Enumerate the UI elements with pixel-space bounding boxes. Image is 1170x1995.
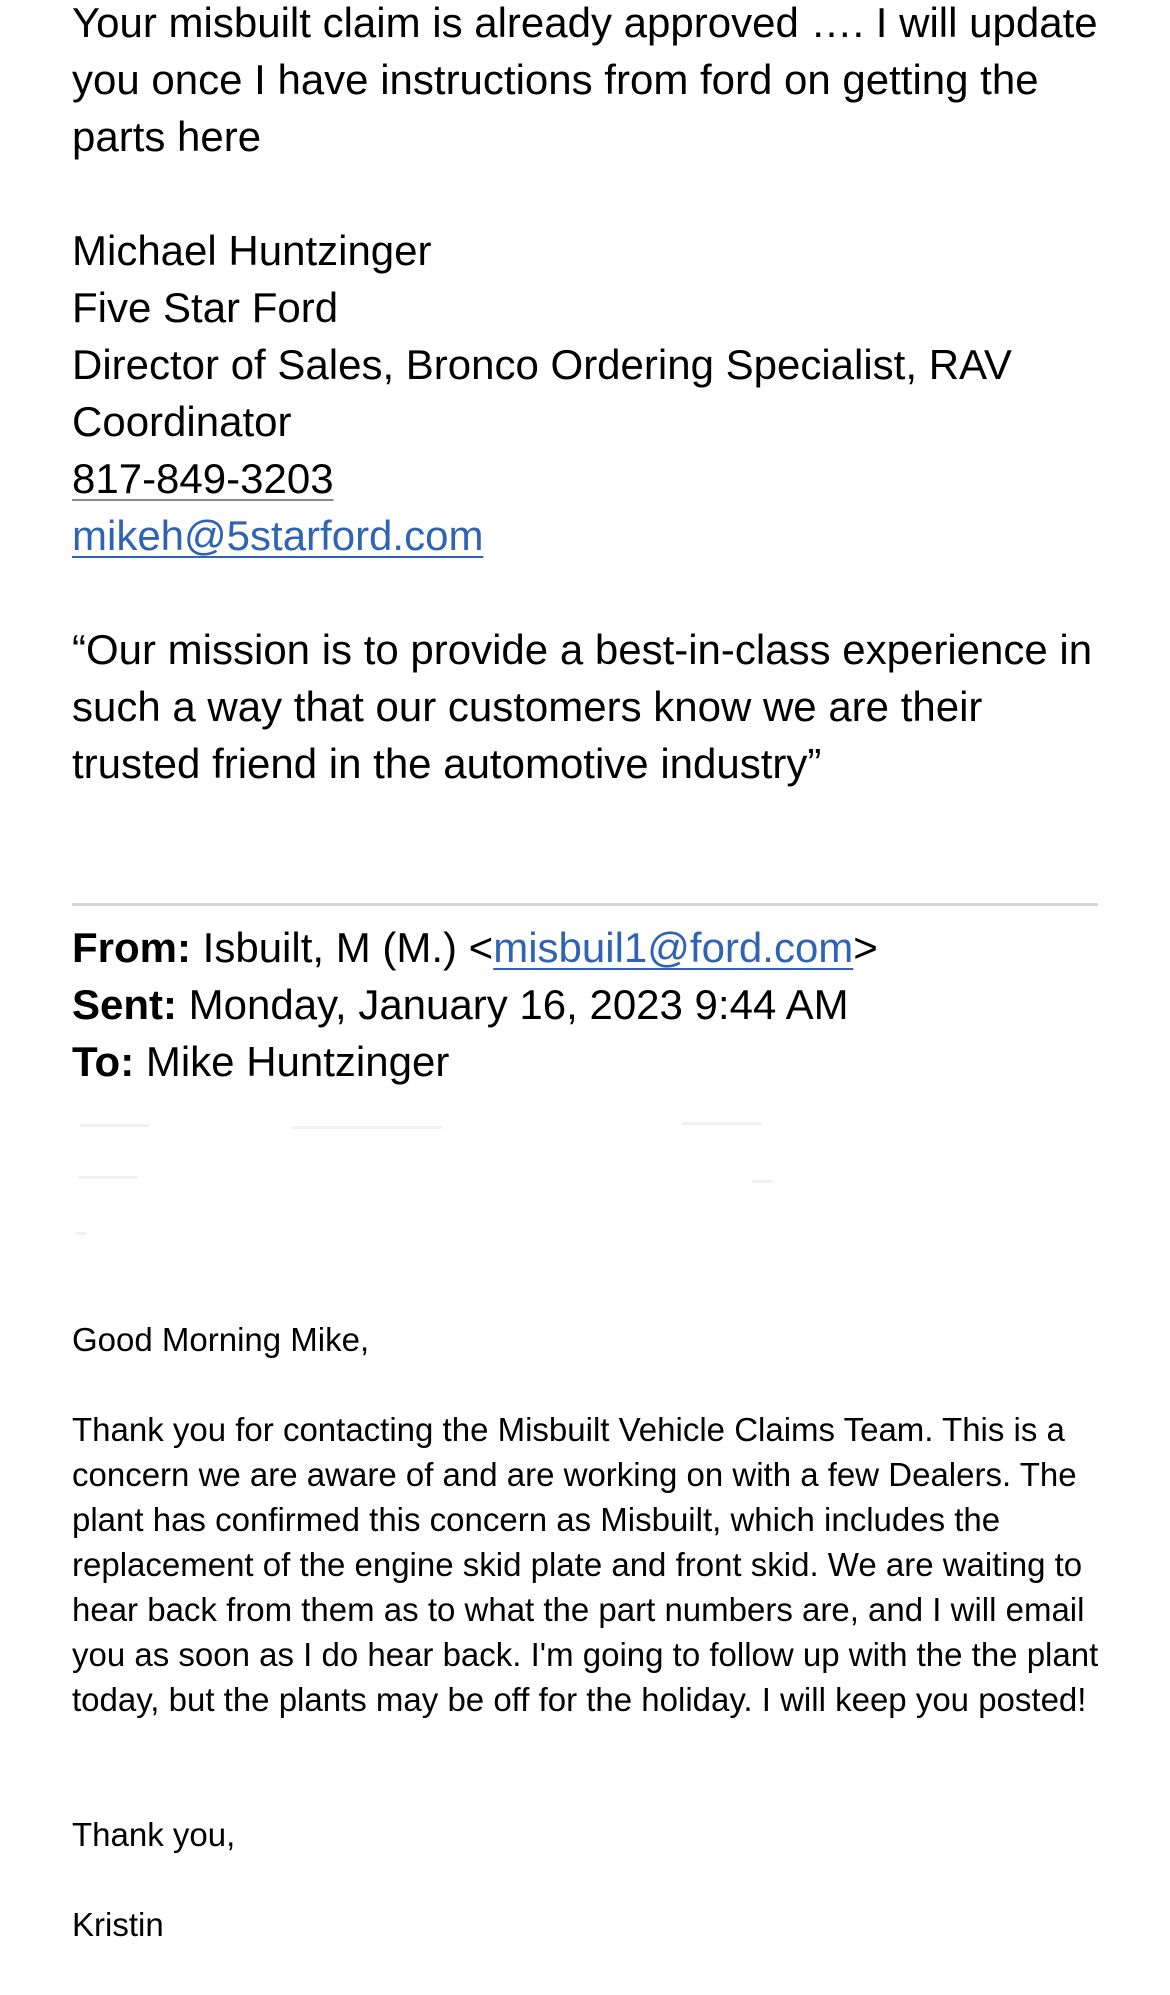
original-greeting: Good Morning Mike,	[72, 1321, 370, 1358]
reply-message	[72, 0, 1112, 792]
spacer	[72, 1857, 1112, 1902]
original-sender: Kristin	[72, 1906, 164, 1943]
spacer	[72, 1722, 1112, 1812]
quote-divider	[72, 903, 1098, 906]
quoted-header	[72, 919, 1112, 1090]
to-value: Mike Huntzinger	[145, 1038, 450, 1085]
spacer	[72, 1362, 1112, 1407]
spacer	[72, 564, 1112, 621]
signature-email-link[interactable]: mikeh@5starford.com	[72, 512, 484, 559]
redacted-mark	[682, 1122, 762, 1125]
signature-phone-link[interactable]: 817-849-3203	[72, 455, 334, 502]
signature-email-row	[72, 507, 1112, 564]
sent-value: Monday, January 16, 2023 9:44 AM	[188, 981, 849, 1028]
redacted-mark	[78, 1176, 138, 1179]
from-label: From:	[72, 924, 191, 971]
from-close: >	[853, 924, 878, 971]
sent-label: Sent:	[72, 981, 177, 1028]
redacted-mark	[752, 1180, 772, 1183]
from-row	[72, 919, 1112, 976]
signature-title: Director of Sales, Bronco Ordering Specialist, RAV Coordinator	[72, 341, 1012, 445]
reply-body: Your misbuilt claim is already approved …. I will update you once I have instructions from ford on getting the parts here	[72, 0, 1098, 160]
redacted-mark	[80, 1124, 150, 1127]
sent-row	[72, 976, 1112, 1033]
original-closing: Thank you,	[72, 1816, 236, 1853]
original-message	[72, 1317, 1112, 1947]
from-name: Isbuilt, M (M.) <	[202, 924, 494, 971]
signature-phone-row	[72, 450, 1112, 507]
spacer	[72, 165, 1112, 222]
to-label: To:	[72, 1038, 135, 1085]
redacted-header-lines	[72, 1110, 772, 1240]
from-email-link[interactable]: misbuil1@ford.com	[493, 924, 854, 971]
redacted-mark	[292, 1126, 442, 1129]
original-body: Thank you for contacting the Misbuilt Vehicle Claims Team. This is a concern we are aware of and are working on with a few Dealers. The plant has confirmed this concern as Misbuilt, which includes the replacement of the engine skid plate and front skid. We are waiting to hear back from them as to what the part numbers are, and I will email you as soon as I do hear back. I'm going to follow up with the the plant today, but the plants may be off for the holiday. I will keep you posted!	[72, 1411, 1099, 1718]
signature-name: Michael Huntzinger	[72, 227, 432, 274]
mission-statement: “Our mission is to provide a best-in-class experience in such a way that our customers know we are their trusted friend in the automotive industry”	[72, 626, 1093, 787]
to-row	[72, 1033, 1112, 1090]
redacted-mark	[76, 1232, 86, 1235]
signature-company: Five Star Ford	[72, 284, 339, 331]
